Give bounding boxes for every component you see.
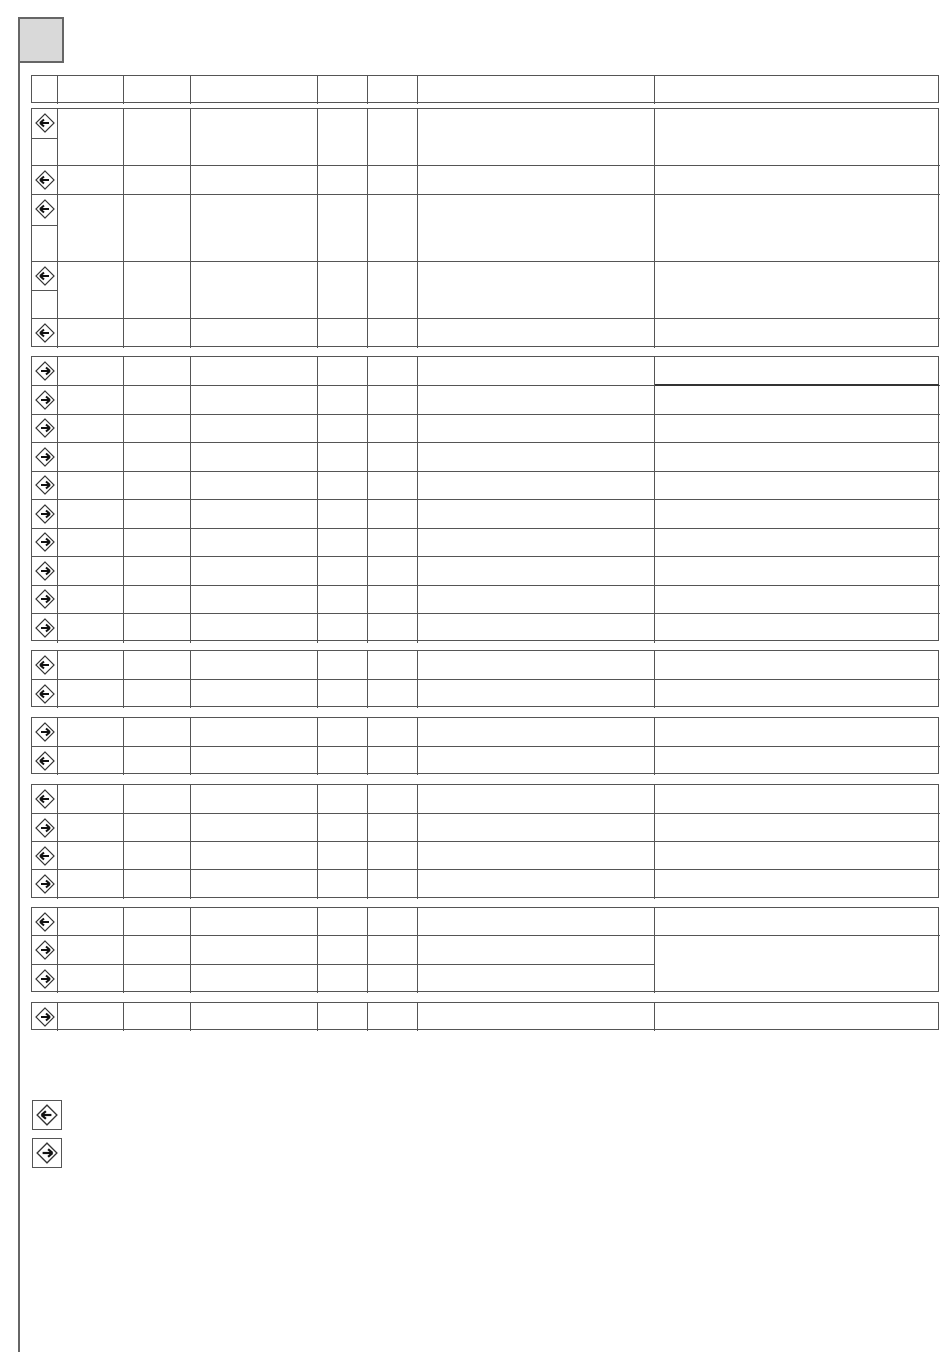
table-cell <box>418 443 655 472</box>
table-cell <box>191 557 318 586</box>
row-icon-cell <box>32 443 58 472</box>
row-icon-cell <box>32 614 58 643</box>
table-cell <box>191 585 318 614</box>
table-cell <box>418 965 655 993</box>
table-cell <box>58 965 124 993</box>
table-cell <box>368 1003 418 1031</box>
table-cell <box>318 471 368 500</box>
table-cell <box>58 680 124 708</box>
column-header <box>124 76 191 104</box>
table-cell <box>58 814 124 842</box>
table-cell <box>58 443 124 472</box>
table-cell <box>124 528 191 557</box>
table-cell <box>191 870 318 899</box>
table-cell <box>655 471 940 500</box>
table-cell <box>655 747 940 775</box>
table-cell <box>191 718 318 747</box>
diamond-arrow-left-icon <box>35 199 55 219</box>
table-cell <box>318 166 368 195</box>
table-cell <box>418 614 655 643</box>
diamond-arrow-right-icon <box>35 418 55 438</box>
table-cell <box>318 585 368 614</box>
row-icon-cell <box>32 1003 58 1031</box>
table-cell <box>191 319 318 348</box>
table-cell <box>124 414 191 443</box>
table-cell <box>655 785 940 814</box>
row-icon-cell <box>32 386 58 415</box>
row-icon-cell <box>32 585 58 614</box>
legend-icon-box <box>32 1138 62 1168</box>
row-icon-cell <box>32 870 58 899</box>
table-cell <box>418 585 655 614</box>
table-cell <box>124 651 191 680</box>
row-icon-cell <box>32 357 58 386</box>
row-icon-cell <box>32 319 58 348</box>
diamond-arrow-right-icon <box>35 475 55 495</box>
table-cell <box>58 528 124 557</box>
table-cell <box>58 500 124 529</box>
table-cell <box>655 842 940 870</box>
table-cell <box>418 908 655 936</box>
table-cell <box>318 842 368 870</box>
table-cell <box>655 870 940 899</box>
row-icon-cell <box>32 936 58 965</box>
table-cell <box>124 1003 191 1031</box>
diamond-arrow-right-icon <box>35 390 55 410</box>
table-cell <box>655 500 940 529</box>
row-icon-cell <box>32 965 58 993</box>
table-cell <box>418 842 655 870</box>
table-cell <box>191 195 318 262</box>
table-cell <box>58 414 124 443</box>
table-cell <box>655 386 940 415</box>
table-cell <box>368 528 418 557</box>
diamond-arrow-right-icon <box>35 561 55 581</box>
table-cell <box>318 747 368 775</box>
table-cell <box>368 651 418 680</box>
table-cell <box>58 585 124 614</box>
table-cell <box>368 443 418 472</box>
table-cell <box>655 319 940 348</box>
table-cell <box>124 443 191 472</box>
diamond-arrow-left-icon <box>35 846 55 866</box>
diamond-arrow-right-icon <box>35 818 55 838</box>
table-cell <box>191 357 318 386</box>
table-cell <box>368 680 418 708</box>
legend-icon-box <box>32 1100 62 1130</box>
table-cell <box>58 386 124 415</box>
table-cell <box>191 785 318 814</box>
cell-divider <box>655 384 939 386</box>
diamond-arrow-right-icon <box>35 618 55 638</box>
table-cell <box>124 262 191 319</box>
table-cell <box>191 814 318 842</box>
table-cell <box>368 386 418 415</box>
diamond-arrow-left-icon <box>36 1104 58 1126</box>
table-cell <box>191 1003 318 1031</box>
table-cell <box>58 471 124 500</box>
diamond-arrow-right-icon <box>35 532 55 552</box>
table-cell <box>655 195 940 262</box>
table-cell <box>58 747 124 775</box>
table-cell <box>368 471 418 500</box>
table-cell <box>368 557 418 586</box>
table-cell <box>58 936 124 965</box>
row-icon-cell <box>32 908 58 936</box>
table-cell <box>318 109 368 166</box>
page-margin-rule <box>18 20 20 1352</box>
table-cell <box>655 585 940 614</box>
table-group <box>31 356 939 641</box>
table-cell <box>318 651 368 680</box>
table-cell <box>124 718 191 747</box>
table-cell <box>418 262 655 319</box>
table-cell <box>58 262 124 319</box>
table-cell <box>655 1003 940 1031</box>
table-cell <box>191 443 318 472</box>
table-cell <box>191 262 318 319</box>
row-icon-cell <box>32 109 58 166</box>
row-icon-cell <box>32 500 58 529</box>
table-cell <box>124 965 191 993</box>
table-cell <box>191 386 318 415</box>
table-cell <box>418 1003 655 1031</box>
diamond-arrow-right-icon <box>35 447 55 467</box>
diamond-arrow-left-icon <box>35 751 55 771</box>
table-cell <box>368 870 418 899</box>
diamond-arrow-right-icon <box>35 1007 55 1027</box>
table-cell <box>418 166 655 195</box>
table-cell <box>318 262 368 319</box>
table-cell <box>655 814 940 842</box>
row-icon-cell <box>32 842 58 870</box>
table-cell <box>418 386 655 415</box>
table-group <box>31 108 939 347</box>
cell-divider <box>32 138 58 139</box>
table-cell <box>191 471 318 500</box>
table-cell <box>124 814 191 842</box>
row-icon-cell <box>32 195 58 262</box>
column-header <box>58 76 124 104</box>
table-cell <box>418 651 655 680</box>
table-cell <box>191 651 318 680</box>
row-icon-cell <box>32 814 58 842</box>
table-cell <box>418 747 655 775</box>
table-cell <box>318 528 368 557</box>
row-icon-cell <box>32 166 58 195</box>
table-cell <box>418 414 655 443</box>
table-cell <box>368 718 418 747</box>
table-cell <box>655 651 940 680</box>
table-cell <box>418 357 655 386</box>
table-cell <box>318 680 368 708</box>
table-cell <box>58 842 124 870</box>
table-cell <box>418 557 655 586</box>
table-cell <box>368 842 418 870</box>
diamond-arrow-left-icon <box>35 789 55 809</box>
table-cell <box>368 936 418 965</box>
table-cell <box>58 557 124 586</box>
table-cell <box>368 908 418 936</box>
table-cell <box>368 195 418 262</box>
row-icon-cell <box>32 718 58 747</box>
column-header <box>655 76 940 104</box>
table-cell <box>655 936 940 993</box>
diamond-arrow-right-icon <box>35 969 55 989</box>
page-tab <box>18 17 64 63</box>
table-cell <box>124 500 191 529</box>
column-header <box>32 76 58 104</box>
diamond-arrow-right-icon <box>35 589 55 609</box>
table-cell <box>58 195 124 262</box>
table-cell <box>655 557 940 586</box>
diamond-arrow-right-icon <box>35 361 55 381</box>
table-cell <box>318 195 368 262</box>
diamond-arrow-right-icon <box>35 722 55 742</box>
table-cell <box>655 414 940 443</box>
table-group <box>31 1002 939 1030</box>
table-cell <box>368 262 418 319</box>
table-cell <box>124 471 191 500</box>
table-cell <box>191 965 318 993</box>
table-cell <box>368 614 418 643</box>
table-cell <box>124 908 191 936</box>
table-cell <box>58 718 124 747</box>
table-cell <box>318 908 368 936</box>
row-icon-cell <box>32 471 58 500</box>
diamond-arrow-right-icon <box>35 940 55 960</box>
table-cell <box>58 870 124 899</box>
table-cell <box>655 443 940 472</box>
table-cell <box>418 785 655 814</box>
table-cell <box>191 936 318 965</box>
diamond-arrow-left-icon <box>35 170 55 190</box>
table-cell <box>124 195 191 262</box>
column-header <box>318 76 368 104</box>
table-cell <box>368 414 418 443</box>
table-cell <box>124 357 191 386</box>
table-cell <box>124 680 191 708</box>
row-icon-cell <box>32 528 58 557</box>
table-cell <box>191 528 318 557</box>
row-icon-cell <box>32 557 58 586</box>
table-cell <box>368 319 418 348</box>
table-cell <box>191 500 318 529</box>
table-cell <box>418 471 655 500</box>
table-cell <box>655 262 940 319</box>
table-cell <box>418 680 655 708</box>
table-cell <box>655 528 940 557</box>
table-cell <box>418 814 655 842</box>
table-cell <box>418 718 655 747</box>
table-cell <box>58 166 124 195</box>
table-cell <box>368 585 418 614</box>
table-cell <box>124 747 191 775</box>
table-cell <box>655 614 940 643</box>
table-cell <box>191 166 318 195</box>
column-header <box>418 76 655 104</box>
row-icon-cell <box>32 785 58 814</box>
table-cell <box>655 718 940 747</box>
table-group <box>31 717 939 774</box>
table-cell <box>124 936 191 965</box>
table-cell <box>418 109 655 166</box>
table-cell <box>368 166 418 195</box>
table-cell <box>124 557 191 586</box>
table-group <box>31 784 939 898</box>
table-cell <box>418 870 655 899</box>
table-cell <box>318 443 368 472</box>
table-cell <box>418 528 655 557</box>
table-header <box>31 75 939 103</box>
diamond-arrow-right-icon <box>35 504 55 524</box>
table-cell <box>368 814 418 842</box>
diamond-arrow-left-icon <box>35 655 55 675</box>
column-header <box>368 76 418 104</box>
table-cell <box>58 357 124 386</box>
table-cell <box>368 785 418 814</box>
cell-divider <box>32 225 58 226</box>
table-cell <box>318 936 368 965</box>
row-icon-cell <box>32 747 58 775</box>
table-cell <box>318 814 368 842</box>
table-cell <box>418 319 655 348</box>
table-cell <box>191 908 318 936</box>
table-cell <box>58 908 124 936</box>
table-cell <box>318 1003 368 1031</box>
table-cell <box>124 319 191 348</box>
diamond-arrow-left-icon <box>35 684 55 704</box>
table-cell <box>418 195 655 262</box>
table-cell <box>191 680 318 708</box>
table-cell <box>191 747 318 775</box>
table-cell <box>318 785 368 814</box>
table-cell <box>191 842 318 870</box>
table-cell <box>58 785 124 814</box>
table-cell <box>318 414 368 443</box>
row-icon-cell <box>32 262 58 319</box>
row-icon-cell <box>32 651 58 680</box>
table-cell <box>124 870 191 899</box>
table-cell <box>418 936 655 965</box>
table-cell <box>124 109 191 166</box>
diamond-arrow-left-icon <box>35 113 55 133</box>
table-cell <box>318 557 368 586</box>
table-cell <box>368 965 418 993</box>
table-cell <box>368 747 418 775</box>
table-cell <box>318 386 368 415</box>
table-cell <box>124 386 191 415</box>
table-cell <box>655 680 940 708</box>
table-cell <box>318 500 368 529</box>
table-cell <box>318 718 368 747</box>
table-group <box>31 907 939 992</box>
table-cell <box>124 166 191 195</box>
table-cell <box>124 614 191 643</box>
table-cell <box>58 651 124 680</box>
row-icon-cell <box>32 680 58 708</box>
table-group <box>31 650 939 707</box>
table-cell <box>318 357 368 386</box>
cell-divider <box>32 290 58 291</box>
table-cell <box>318 319 368 348</box>
table-cell <box>655 908 940 936</box>
diamond-arrow-left-icon <box>35 912 55 932</box>
table-cell <box>318 965 368 993</box>
diamond-arrow-left-icon <box>35 323 55 343</box>
table-cell <box>124 785 191 814</box>
table-cell <box>191 614 318 643</box>
table-cell <box>124 842 191 870</box>
table-cell <box>58 109 124 166</box>
table-cell <box>191 414 318 443</box>
table-cell <box>368 500 418 529</box>
table-cell <box>58 1003 124 1031</box>
diamond-arrow-right-icon <box>35 874 55 894</box>
table-cell <box>655 109 940 166</box>
table-cell <box>58 319 124 348</box>
diamond-arrow-left-icon <box>35 266 55 286</box>
column-header <box>191 76 318 104</box>
table-cell <box>318 870 368 899</box>
table-cell <box>318 614 368 643</box>
table-cell <box>655 357 940 386</box>
table-cell <box>58 614 124 643</box>
table-cell <box>655 166 940 195</box>
table-cell <box>124 585 191 614</box>
table-cell <box>191 109 318 166</box>
row-icon-cell <box>32 414 58 443</box>
diamond-arrow-right-icon <box>36 1142 58 1164</box>
table-cell <box>368 109 418 166</box>
table-cell <box>418 500 655 529</box>
table-cell <box>368 357 418 386</box>
